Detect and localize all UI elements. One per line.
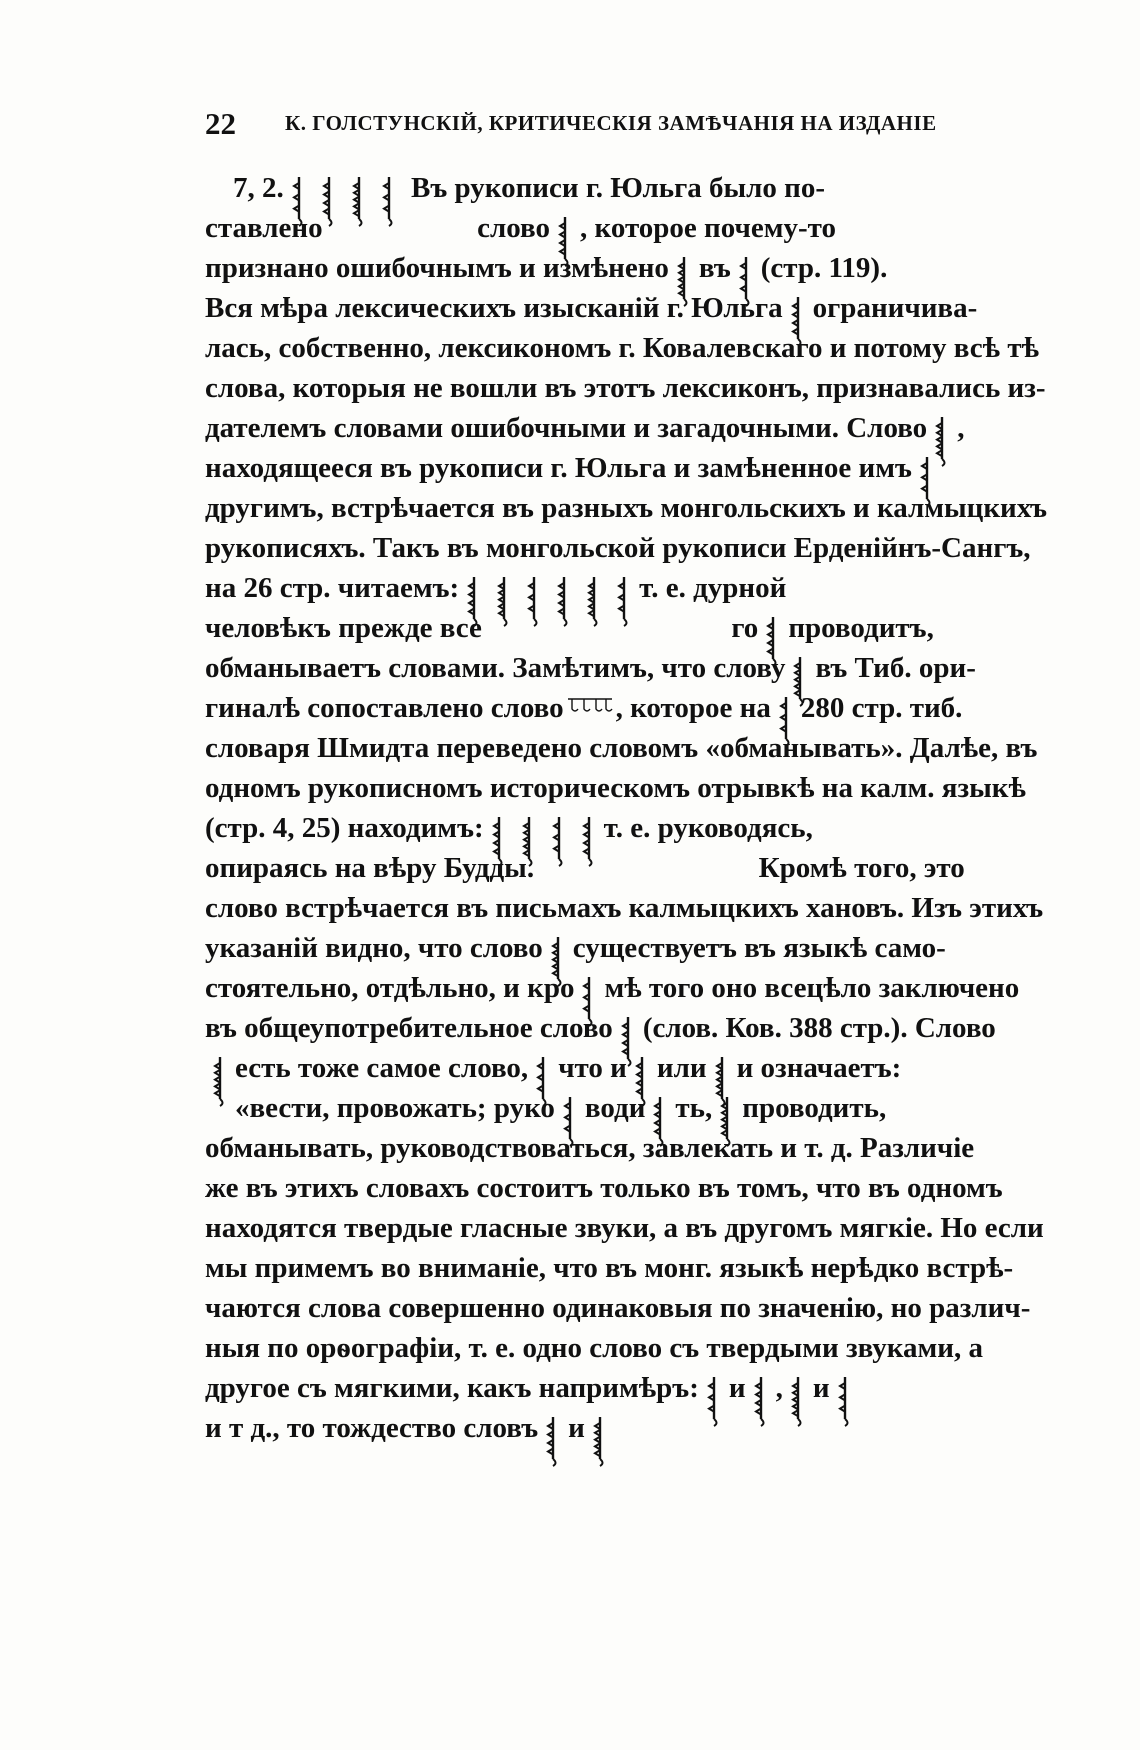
text-line: [205, 208, 1045, 248]
mongolian-script-word-icon: [593, 1415, 607, 1467]
text-line: [205, 1008, 1045, 1048]
text-fragment: ныя по орѳографіи, т. е. одно слово съ твердыми звуками, а: [205, 1332, 984, 1364]
text-fragment: въ общеупотребительное слово: [205, 1012, 613, 1044]
text-fragment: слово: [477, 212, 550, 244]
text-fragment: обманывать, руководствоваться, завлекать и т. д. Различіе: [205, 1132, 975, 1164]
text-line: [205, 448, 1045, 488]
mongolian-script-word-icon: [838, 1375, 852, 1427]
mongolian-script-word-icon: [707, 1375, 721, 1427]
text-line: [205, 608, 1045, 648]
text-fragment: въ Тиб. ори-: [815, 652, 976, 684]
text-line: [205, 848, 1045, 888]
text-fragment: другимъ, встрѣчается въ разныхъ монгольскихъ и калмыцкихъ: [205, 492, 1048, 524]
text-line: [205, 688, 1045, 728]
body-text: [205, 168, 1048, 1448]
text-line: [205, 928, 1045, 968]
text-fragment: что и: [558, 1052, 627, 1084]
text-fragment: Вся мѣра лексическихъ изысканій г. Юльга: [205, 292, 783, 324]
text-fragment: словаря Шмидта переведено словомъ «обманывать». Далѣе, въ: [205, 732, 1038, 764]
text-line: [205, 1328, 1045, 1368]
running-title: К. ГОЛСТУНСКІЙ, КРИТИЧЕСКІЯ ЗАМѢЧАНІЯ НА ИЗДАНІЕ: [285, 111, 937, 135]
text-line: [205, 768, 1045, 808]
text-fragment: «вести, провожать; руко: [235, 1092, 555, 1124]
mongolian-script-word-icon: [546, 1415, 560, 1467]
text-fragment: (слов. Ков. 388 стр.). Слово: [642, 1012, 996, 1044]
text-fragment: т. е. руководясь,: [603, 812, 813, 844]
text-fragment: обманываетъ словами. Замѣтимъ, что слову: [205, 652, 786, 684]
text-fragment: существуетъ въ языкѣ само-: [572, 932, 946, 964]
text-fragment: находятся твердые гласные звуки, а въ другомъ мягкіе. Но если: [205, 1212, 1044, 1244]
text-fragment: чаются слова совершенно одинаковыя по значенію, но различ-: [205, 1292, 1031, 1324]
text-fragment: одномъ рукописномъ историческомъ отрывкѣ на калм. языкѣ: [205, 772, 1026, 804]
text-line: [205, 1088, 1045, 1128]
text-line: [205, 1288, 1045, 1328]
text-fragment: дателемъ словами ошибочными и загадочными. Слово: [205, 412, 928, 444]
text-fragment: и: [812, 1372, 830, 1404]
text-fragment: другое съ мягкими, какъ напримѣръ:: [205, 1372, 699, 1404]
text-line: [205, 1368, 1045, 1408]
text-line: [205, 168, 1045, 208]
text-fragment: въ: [698, 252, 731, 284]
text-fragment: человѣкъ прежде все: [205, 612, 482, 644]
text-fragment: лась, собственно, лексикономъ г. Ковалевскаго и потому всѣ тѣ: [205, 332, 1039, 364]
mongolian-script-word-icon: [791, 1375, 805, 1427]
mongolian-script-word-icon: [754, 1375, 768, 1427]
text-fragment: води: [584, 1092, 646, 1124]
text-line: [205, 888, 1045, 928]
text-line: [205, 808, 1045, 848]
text-fragment: на 26 стр. читаемъ:: [205, 572, 460, 604]
text-fragment: 280 стр. тиб.: [800, 692, 963, 724]
page-number: 22: [205, 106, 236, 141]
text-fragment: 7, 2.: [233, 172, 284, 204]
text-fragment: (стр. 4, 25) находимъ:: [205, 812, 484, 844]
text-line: [205, 968, 1045, 1008]
text-fragment: ограничива-: [812, 292, 978, 324]
text-line: [205, 408, 1045, 448]
text-fragment: ,: [775, 1372, 783, 1404]
text-fragment: рукописяхъ. Такъ въ монгольской рукописи Ерденійнъ-Сангъ,: [205, 532, 1031, 564]
mongolian-script-word-icon: [213, 1055, 227, 1107]
text-line: [205, 328, 1045, 368]
tibetan-word-icon: [566, 692, 614, 720]
text-fragment: и: [728, 1372, 746, 1404]
text-fragment: (стр. 119).: [760, 252, 888, 284]
text-fragment: и: [568, 1412, 585, 1444]
text-fragment: или: [656, 1052, 707, 1084]
text-fragment: и означаетъ:: [736, 1052, 902, 1084]
text-fragment: стоятельно, отдѣльно, и кро: [205, 972, 575, 1004]
text-line: [205, 1168, 1045, 1208]
text-fragment: , которое на: [615, 692, 771, 724]
text-line: [205, 1248, 1045, 1288]
page-header: [205, 106, 985, 146]
text-fragment: ть,: [675, 1092, 713, 1124]
text-fragment: проводить,: [742, 1092, 887, 1124]
text-line: [205, 1208, 1045, 1248]
text-line: [205, 248, 1045, 288]
text-line: [205, 568, 1045, 608]
text-fragment: опираясь на вѣру Будды.: [205, 852, 535, 884]
text-line: [205, 368, 1045, 408]
text-line: [205, 648, 1045, 688]
text-fragment: и т д., то тождество словъ: [205, 1412, 539, 1444]
text-line: [205, 528, 1045, 568]
text-fragment: т. е. дурной: [639, 572, 787, 604]
text-line: [205, 1128, 1045, 1168]
text-line: [205, 488, 1048, 528]
text-line: [205, 288, 1045, 328]
text-line: [205, 1048, 1045, 1088]
text-fragment: , которое почему-то: [580, 212, 837, 244]
text-fragment: мы примемъ во вниманіе, что въ монг. языкѣ нерѣдко встрѣ-: [205, 1252, 1014, 1284]
text-fragment: ,: [957, 412, 965, 444]
text-fragment: слово встрѣчается въ письмахъ калмыцкихъ хановъ. Изъ этихъ: [205, 892, 1044, 924]
text-fragment: го: [731, 612, 759, 644]
text-fragment: же въ этихъ словахъ состоитъ только въ томъ, что въ одномъ: [205, 1172, 1003, 1204]
text-line: [205, 1408, 1045, 1448]
text-fragment: гиналѣ сопоставлено слово: [205, 692, 564, 724]
text-fragment: ставлено: [205, 212, 323, 244]
text-fragment: Кромѣ того, это: [758, 852, 965, 884]
text-fragment: находящееся въ рукописи г. Юльга и замѣненное имъ: [205, 452, 912, 484]
text-fragment: проводитъ,: [788, 612, 934, 644]
text-fragment: есть тоже самое слово,: [235, 1052, 529, 1084]
text-fragment: Въ рукописи г. Юльга было по-: [411, 172, 826, 204]
text-fragment: слова, которыя не вошли въ этотъ лексиконъ, признавались из-: [205, 372, 1046, 404]
text-line: [205, 728, 1045, 768]
text-fragment: признано ошибочнымъ и измѣнено: [205, 252, 669, 284]
text-fragment: указаній видно, что слово: [205, 932, 543, 964]
text-fragment: мѣ того оно всецѣло заключено: [604, 972, 1020, 1004]
